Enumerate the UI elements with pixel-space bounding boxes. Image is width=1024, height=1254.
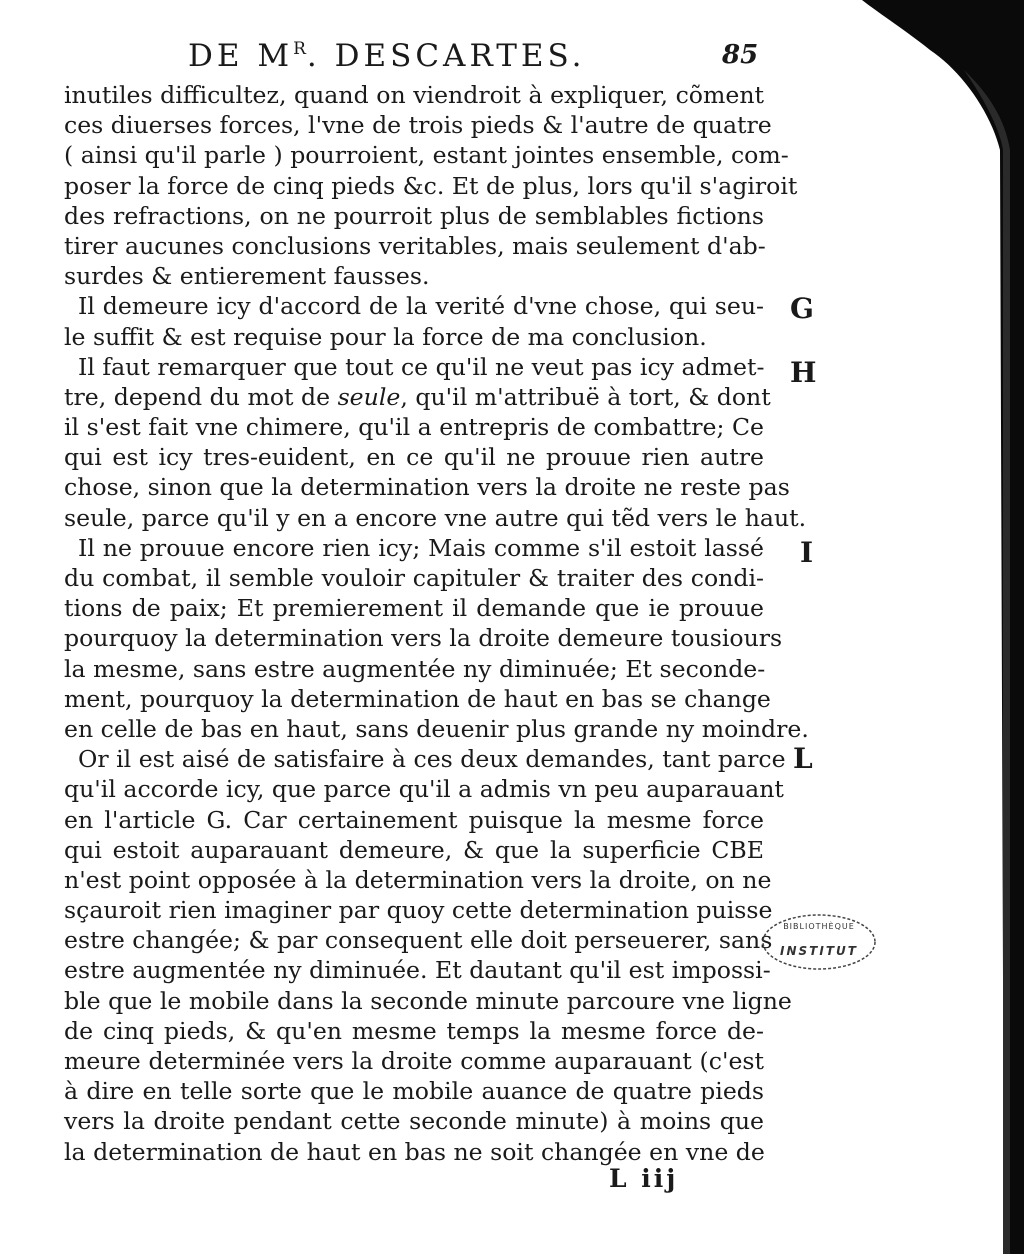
signature-mark: L iij xyxy=(609,1164,679,1193)
text-line: meure determinée vers la droite comme auparauant (c'est xyxy=(64,1047,764,1075)
text-line: estre augmentée ny diminuée. Et dautant qu'il est impossi- xyxy=(64,956,771,985)
text-line: la determination de haut en bas ne soit changée en vne de xyxy=(64,1137,765,1166)
text-line: qui est icy tres-euident, en ce qu'il ne prouue rien autre xyxy=(64,443,764,472)
body-text xyxy=(64,80,809,1167)
text-line: surdes & entierement fausses. xyxy=(64,262,430,291)
text-line: la mesme, sans estre augmentée ny diminuée; Et seconde- xyxy=(64,654,766,683)
text-line: seule, parce qu'il y en a encore vne autre qui tẽd vers le haut. xyxy=(64,503,807,532)
stamp-bottom-text: INSTITUT xyxy=(780,944,858,958)
text-line: du combat, il semble vouloir capituler & traiter des condi- xyxy=(64,564,764,592)
text-line: tirer aucunes conclusions veritables, mais seulement d'ab- xyxy=(64,231,766,260)
stamp-top-text: BIBLIOTHÈQUE xyxy=(783,922,855,931)
running-header xyxy=(188,38,748,74)
text-line: pourquoy la determination vers la droite demeure tousiours xyxy=(64,624,783,653)
text-fragment: tre, depend du mot de xyxy=(64,382,338,411)
text-line: vers la droite pendant cette seconde minute) à moins que xyxy=(64,1107,764,1136)
italic-word-seule: seule xyxy=(337,382,401,411)
text-line: des refractions, on ne pourroit plus de semblables fictions xyxy=(64,201,764,230)
text-line: sçauroit rien imaginer par quoy cette determination puisse xyxy=(64,896,773,925)
margin-note-h: H xyxy=(790,356,817,389)
text-fragment: , qu'il m'attribuë à tort, & dont xyxy=(400,382,771,411)
margin-note-g: G xyxy=(790,292,814,325)
margin-note-l: L xyxy=(793,742,813,775)
text-line: ( ainsi qu'il parle ) pourroient, estant jointes ensemble, com- xyxy=(64,141,789,170)
text-line: le suffit & est requise pour la force de ma conclusion. xyxy=(64,322,707,351)
text-line: ment, pourquoy la determination de haut en bas se change xyxy=(64,684,771,713)
text-line: à dire en telle sorte que le mobile auance de quatre pieds xyxy=(64,1077,764,1106)
text-line: de cinq pieds, & qu'en mesme temps la mesme force de- xyxy=(64,1016,764,1045)
running-title-part-b: . DESCARTES. xyxy=(306,38,586,74)
text-line: chose, sinon que la determination vers la droite ne reste pas xyxy=(64,473,790,502)
text-line: ces diuerses forces, l'vne de trois pieds & l'autre de quatre xyxy=(64,111,772,140)
text-line: Il ne prouue encore rien icy; Mais comme s'il estoit lassé xyxy=(78,533,764,562)
stamp-oval-icon xyxy=(760,912,878,972)
margin-note-i: I xyxy=(800,536,814,569)
text-line: tions de paix; Et premierement il demande que ie prouue xyxy=(64,594,764,623)
text-line: estre changée; & par consequent elle doit perseuerer, sans xyxy=(64,926,773,955)
text-line: inutiles difficultez, quand on viendroit à expliquer, cõment xyxy=(64,81,764,109)
running-title-part-a: DE M xyxy=(188,38,294,74)
text-line: Il faut remarquer que tout ce qu'il ne veut pas icy admet- xyxy=(78,352,765,381)
text-line: il s'est fait vne chimere, qu'il a entrepris de combattre; Ce xyxy=(64,413,764,442)
text-line: qui estoit auparauant demeure, & que la superficie CBE xyxy=(64,835,764,864)
library-stamp xyxy=(760,912,878,972)
text-line: poser la force de cinq pieds &c. Et de plus, lors qu'il s'agiroit xyxy=(64,171,798,200)
text-line: n'est point opposée à la determination vers la droite, on ne xyxy=(64,865,772,894)
page-number: 85 xyxy=(722,40,759,70)
text-line: ble que le mobile dans la seconde minute parcoure vne ligne xyxy=(64,986,792,1015)
text-line xyxy=(64,382,771,412)
text-line: Il demeure icy d'accord de la verité d'vne chose, qui seu- xyxy=(78,292,764,321)
text-line: en l'article G. Car certainement puisque la mesme force xyxy=(64,805,764,834)
running-title-superscript: R xyxy=(293,39,307,59)
text-line: Or il est aisé de satisfaire à ces deux demandes, tant parce xyxy=(78,745,786,774)
text-line: qu'il accorde icy, que parce qu'il a admis vn peu auparauant xyxy=(64,775,784,804)
text-line: en celle de bas en haut, sans deuenir plus grande ny moindre. xyxy=(64,714,809,743)
